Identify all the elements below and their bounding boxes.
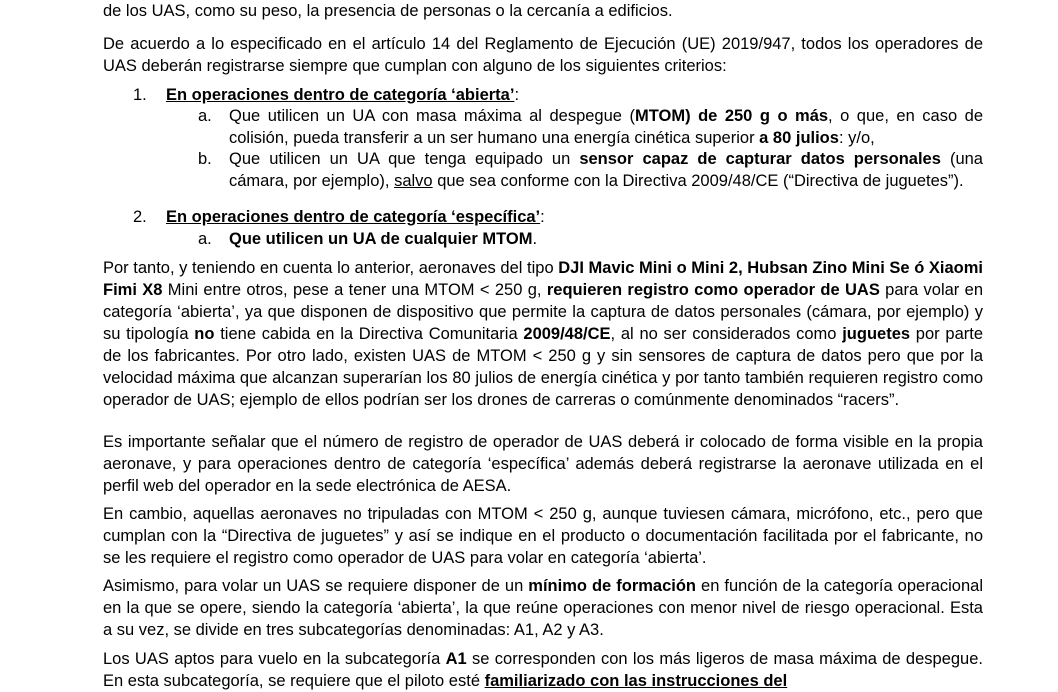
text-run: .	[532, 230, 538, 248]
list-item-specific-category	[166, 206, 545, 228]
paragraph-intro-end: de los UAS, como su peso, la presencia de personas o la cercanía a edificios.	[103, 2, 673, 20]
text-run: , al no ser considerados como	[610, 325, 843, 343]
bold-run: a 80 julios	[759, 129, 839, 147]
bold-run: sensor capaz de capturar datos personales	[579, 150, 941, 168]
sublist-letter-a: a.	[198, 107, 212, 125]
paragraph-toy-directive: En cambio, aquellas aeronaves no tripuladas con MTOM < 250 g, aunque tuviesen cámara, micrófono, etc., pero que cumplan con la “Directiva de juguetes” y así se indique en el producto o documentación facilitada por el fabricante, no se les requiere el registro como operador de UAS para volar en categoría ‘abierta’.	[103, 505, 983, 567]
sublist-item-sensor	[229, 148, 983, 192]
bold-run: requieren registro como operador de UAS	[546, 281, 880, 299]
text-run: (una cámara, por ejemplo),	[229, 150, 983, 190]
sublist-item-any-mtom	[229, 228, 983, 250]
text-run: por parte de los fabricantes. Por otro lado, existen UAS de MTOM < 250 g y sin sensores de captura de datos pero que por la velocidad máxima que alcanzan superarían los 80 julios de energía cinética y por tanto también requieren registro como operador de UAS; ejemplo de ellos podrían ser los drones de carreras o comúnmente denominados “racers”.	[103, 325, 984, 409]
paragraph-training	[103, 575, 983, 641]
list-number-1: 1.	[133, 86, 147, 104]
list-number-2: 2.	[133, 208, 147, 226]
bold-run: no	[194, 325, 215, 343]
text-run: en función de la categoría operacional en la que se opere, siendo la categoría ‘abierta’, la que reúne operaciones con menor nivel de riesgo operacional. Esta a su vez, se divide en tres subcategorías denominadas: A1, A2 y A3.	[103, 577, 983, 639]
bold-run: MTOM) de 250 g o más	[634, 107, 829, 125]
sublist-letter-a: a.	[198, 230, 212, 248]
underlined-run: salvo	[394, 172, 433, 190]
text-run: Asimismo, para volar un UAS se requiere disponer de un	[103, 577, 529, 595]
list-colon: :	[514, 86, 520, 104]
list-colon: :	[540, 208, 545, 226]
text-run: para volar en categoría ‘abierta’, ya que disponen de dispositivo que permite la captura de datos personales (cámara, por ejemplo) y su tipología	[103, 281, 984, 343]
text-run: se corresponden con los más ligeros de masa máxima de despegue. En esta subcategoría, se requiere que el piloto esté	[103, 650, 983, 690]
bold-run: juguetes	[842, 325, 911, 343]
text-run: Que utilicen un UA con masa máxima al despegue (	[229, 107, 635, 125]
paragraph-registration-criteria: De acuerdo a lo especificado en el artículo 14 del Reglamento de Ejecución (UE) 2019/947, todos los operadores de UAS deberán registrarse siempre que cumplan con alguno de los siguientes criterios:	[103, 35, 983, 75]
text-run: , o que, en caso de colisión, pueda transferir a un ser humano una energía cinética superior	[229, 107, 983, 147]
bold-run: 2009/48/CE	[523, 325, 611, 343]
text-run: Que utilicen un UA que tenga equipado un	[229, 150, 580, 168]
paragraph-drone-examples	[103, 257, 983, 411]
sublist-letter-b: b.	[198, 150, 212, 168]
text-run: : y/o,	[838, 129, 875, 147]
list-item-title: En operaciones dentro de categoría ‘específica’	[166, 208, 541, 226]
bold-run: Que utilicen un UA de cualquier MTOM	[229, 230, 533, 248]
bold-run: mínimo de formación	[528, 577, 697, 595]
paragraph-subcategory-a1	[103, 648, 983, 692]
text-run: tiene cabida en la Directiva Comunitaria	[214, 325, 524, 343]
bold-run: DJI Mavic Mini o Mini 2, Hubsan Zino Mini Se ó Xiaomi Fimi X8	[103, 259, 983, 299]
bold-run: A1	[445, 650, 467, 668]
bold-underlined-run: familiarizado con las instrucciones del	[484, 672, 788, 690]
text-run: Mini entre otros, pese a tener una MTOM < 250 g,	[162, 281, 547, 299]
list-item-open-category	[166, 84, 519, 106]
sublist-item-mtom	[229, 105, 983, 149]
list-item-title: En operaciones dentro de categoría ‘abierta’	[166, 86, 515, 104]
text-run: Por tanto, y teniendo en cuenta lo anterior, aeronaves del tipo	[103, 259, 559, 277]
text-run: que sea conforme con la Directiva 2009/48/CE (“Directiva de juguetes”).	[432, 172, 964, 190]
paragraph-registration-number: Es importante señalar que el número de registro de operador de UAS deberá ir colocado de forma visible en la propia aeronave, y para operaciones dentro de categoría ‘específica’ además deberá registrarse la aeronave utilizada en el perfil web del operador en la sede electrónica de AESA.	[103, 433, 983, 495]
text-run: Los UAS aptos para vuelo en la subcategoría	[103, 650, 446, 668]
